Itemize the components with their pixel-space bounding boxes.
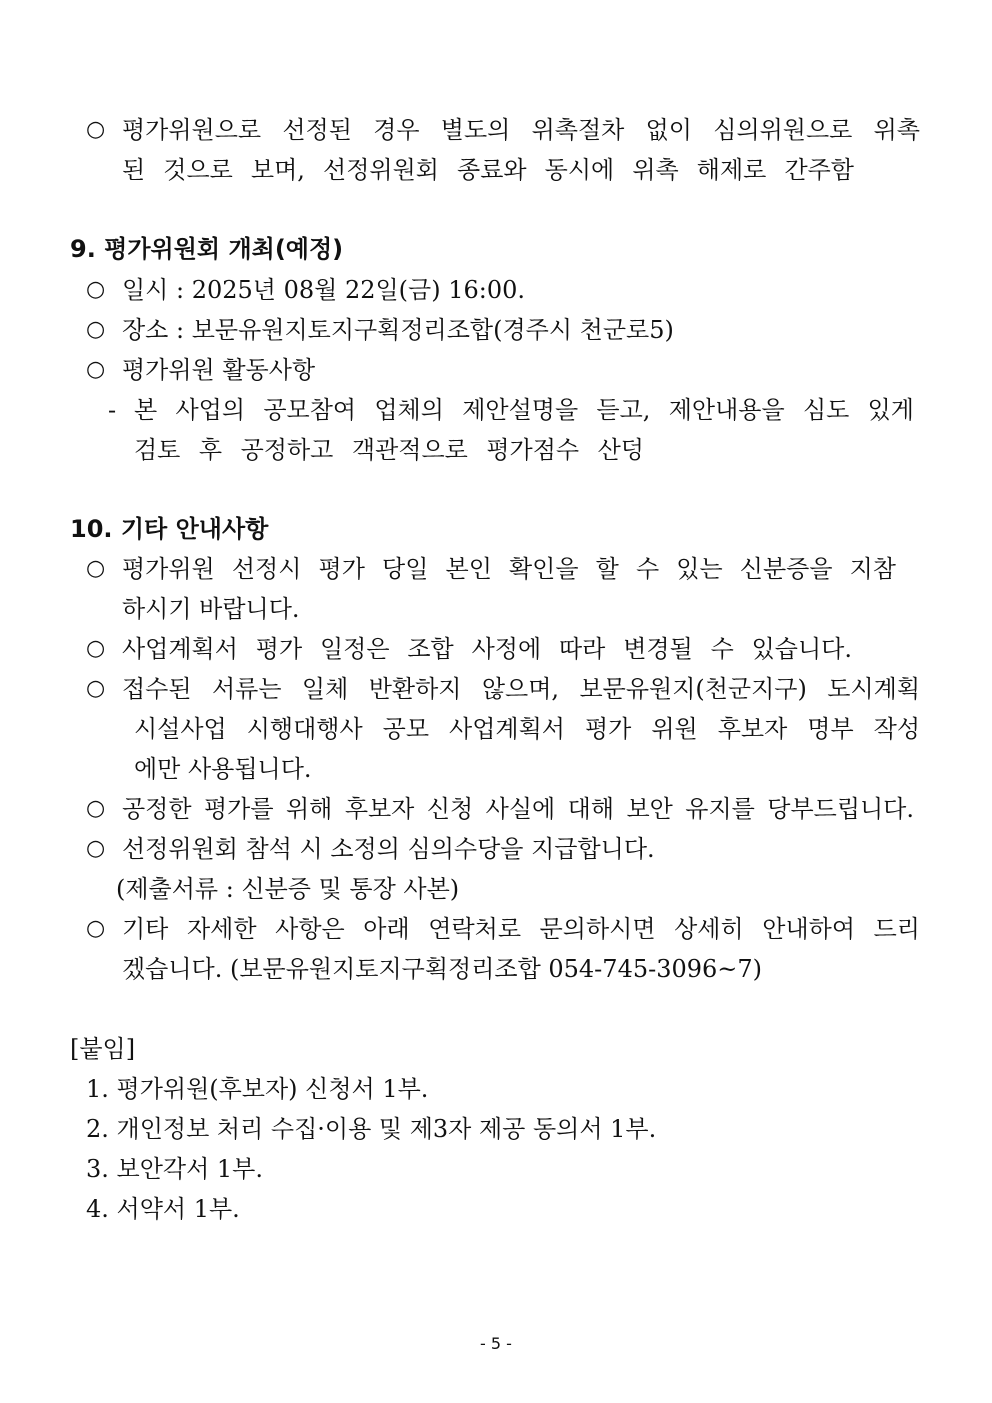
attachment-item: 2. 개인정보 처리 수집·이용 및 제3자 제공 동의서 1부. (86, 1115, 657, 1143)
notice-1-line-1: 평가위원 선정시 평가 당일 본인 확인을 할 수 있는 신분증을 지참 (122, 555, 896, 583)
page-number: - 5 - (480, 1334, 512, 1353)
notice-1-line-2: 하시기 바랍니다. (122, 595, 300, 623)
bullet-icon: ○ (86, 556, 106, 581)
notice-3-line-1: 접수된 서류는 일체 반환하지 않으며, 보문유원지(천군지구) 도시계획 (122, 675, 920, 703)
intro-line-2: 된 것으로 보며, 선정위원회 종료와 동시에 위촉 해제로 간주함 (122, 156, 854, 184)
activity-line-1: 본 사업의 공모참여 업체의 제안설명을 듣고, 제안내용을 심도 있게 (134, 396, 914, 424)
section-10-heading: 10. 기타 안내사항 (70, 515, 269, 543)
attachment-item: 3. 보안각서 1부. (86, 1155, 263, 1183)
bullet-icon: ○ (86, 676, 106, 701)
activity-line-2: 검토 후 공정하고 객관적으로 평가점수 산덩 (134, 436, 644, 464)
meeting-date: 일시 : 2025년 08월 22일(금) 16:00. (122, 276, 526, 304)
attachment-item: 4. 서약서 1부. (86, 1195, 240, 1223)
notice-3-line-2: 시설사업 시행대행사 공모 사업계획서 평가 위원 후보자 명부 작성 (134, 715, 920, 743)
notice-3-line-3: 에만 사용됩니다. (134, 755, 312, 783)
section-9-heading: 9. 평가위원회 개최(예정) (70, 235, 344, 263)
notice-6-line-1: 기타 자세한 사항은 아래 연락처로 문의하시면 상세히 안내하여 드리 (122, 915, 920, 943)
bullet-icon: ○ (86, 796, 106, 821)
attachment-item: 1. 평가위원(후보자) 신청서 1부. (86, 1075, 429, 1103)
bullet-icon: ○ (86, 117, 106, 142)
notice-5-line-2: (제출서류 : 신분증 및 통장 사본) (116, 875, 460, 903)
bullet-icon: ○ (86, 357, 106, 382)
bullet-icon: ○ (86, 317, 106, 342)
bullet-icon: ○ (86, 636, 106, 661)
notice-2: 사업계획서 평가 일정은 조합 사정에 따라 변경될 수 있습니다. (122, 635, 852, 663)
intro-line-1: 평가위원으로 선정된 경우 별도의 위촉절차 없이 심의위원으로 위촉 (122, 116, 920, 144)
activity-title: 평가위원 활동사항 (122, 356, 316, 384)
notice-6-line-2: 겠습니다. (보문유원지토지구획정리조합 054-745-3096~7) (122, 955, 763, 983)
notice-4: 공정한 평가를 위해 후보자 신청 사실에 대해 보안 유지를 당부드립니다. (122, 795, 914, 823)
meeting-place: 장소 : 보문유원지토지구획정리조합(경주시 천군로5) (122, 316, 674, 344)
bullet-icon: ○ (86, 916, 106, 941)
bullet-icon: ○ (86, 277, 106, 302)
notice-5-line-1: 선정위원회 참석 시 소정의 심의수당을 지급합니다. (122, 835, 655, 863)
dash-icon: - (108, 396, 117, 424)
bullet-icon: ○ (86, 836, 106, 861)
attachments-heading: [붙임] (70, 1035, 136, 1063)
